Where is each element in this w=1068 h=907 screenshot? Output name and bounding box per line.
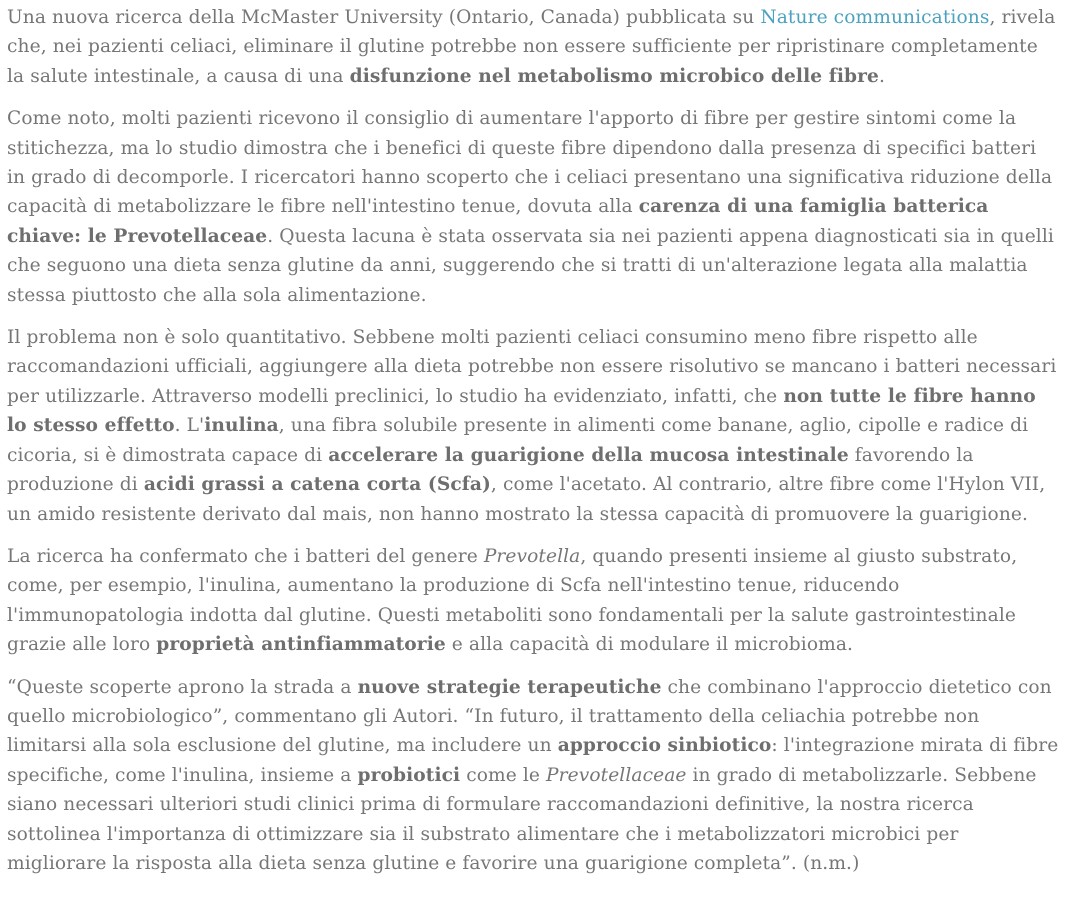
- text-run: favorendo la produzione di: [7, 444, 974, 496]
- text-run: , quando presenti insieme al giusto substrato, come, per esempio, l'inulina, aumentano la produzione di Scfa nell'intestino tenue, riducendo l'immunopatologia indotta dal glutine. Questi metaboliti sono fondamentali per la salute gastrointestinale grazie alle loro: [7, 545, 1018, 656]
- paragraph: [7, 542, 1060, 660]
- text-run: e alla capacità di modulare il microbioma.: [445, 634, 854, 656]
- bold-text: inulina: [204, 415, 279, 437]
- text-run: che combinano l'approccio dietetico con quello microbiologico”, commentano gli Autori. “In futuro, il trattamento della celiachia potrebbe non limitarsi alla sola esclusione del glutine, ma includere un: [7, 676, 1052, 757]
- text-run: Come noto, molti pazienti ricevono il consiglio di aumentare l'apporto di fibre per gestire sintomi come la stitichezza, ma lo studio dimostra che i benefici di queste fibre dipendono dalla presenza di specifici batteri in grado di decomporle. I ricercatori hanno scoperto che i celiaci presentano una significativa riduzione della capacità di metabolizzare le fibre nell'intestino tenue, dovuta alla: [7, 108, 1053, 218]
- italic-text: Prevotella: [483, 545, 581, 567]
- bold-text: acidi grassi a catena corta (Scfa): [143, 474, 491, 496]
- text-run: . Questa lacuna è stata osservata sia nei pazienti appena diagnosticati sia in quelli che seguono una dieta senza glutine da anni, suggerendo che si tratti di un'alterazione legata alla malattia stessa piuttosto che alla sola alimentazione.: [7, 225, 1054, 306]
- paragraph: [7, 3, 1060, 91]
- bold-text: non tutte le fibre hanno lo stesso effetto: [7, 385, 1036, 437]
- text-run: La ricerca ha confermato che i batteri del genere: [7, 545, 484, 567]
- text-run: come le: [460, 764, 547, 786]
- bold-text: approccio sinbiotico: [557, 735, 772, 757]
- text-run: , una fibra solubile presente in alimenti come banane, aglio, cipolle e radice di cicoria, si è dimostrata capace di: [7, 415, 1029, 466]
- text-run: Il problema non è solo quantitativo. Sebbene molti pazienti celiaci consumino meno fibre rispetto alle raccomandazioni ufficiali, aggiungere alla dieta potrebbe non essere risolutivo se mancano i batteri necessari per utilizzarle. Attraverso modelli preclinici, lo studio ha evidenziato, infatti, che: [7, 327, 1057, 407]
- text-run: “Queste scoperte aprono la strada a: [7, 676, 358, 698]
- bold-text: nuove strategie terapeutiche: [357, 676, 662, 698]
- text-run: : l'integrazione mirata di fibre specifiche, come l'inulina, insieme a: [7, 735, 1059, 786]
- paragraph: [7, 673, 1060, 879]
- bold-text: probiotici: [357, 764, 461, 786]
- paragraph: [7, 323, 1060, 529]
- text-run: .: [878, 65, 885, 87]
- nature-communications-link[interactable]: Nature communications: [760, 7, 990, 28]
- text-run: , rivela che, nei pazienti celiaci, eliminare il glutine potrebbe non essere sufficiente per ripristinare completamente la salute intestinale, a causa di una: [7, 7, 1056, 87]
- bold-text: carenza di una famiglia batterica chiave: le Prevotellaceae: [7, 196, 989, 247]
- bold-text: disfunzione nel metabolismo microbico delle fibre: [349, 65, 879, 87]
- text-run: . L': [174, 415, 205, 437]
- text-run: Una nuova ricerca della McMaster University (Ontario, Canada) pubblicata su: [7, 7, 761, 28]
- text-run: , come l'acetato. Al contrario, altre fibre come l'Hylon VII, un amido resistente derivato dal mais, non hanno mostrato la stessa capacità di promuovere la guarigione.: [7, 474, 1046, 525]
- text-run: in grado di metabolizzarle. Sebbene siano necessari ulteriori studi clinici prima di formulare raccomandazioni definitive, la nostra ricerca sottolinea l'importanza di ottimizzare sia il substrato alimentare che i metabolizzatori microbici per migliorare la risposta alla dieta senza glutine e favorire una guarigione completa”. (n.m.): [7, 764, 1037, 874]
- italic-text: Prevotellaceae: [546, 764, 687, 786]
- paragraph: [7, 104, 1060, 310]
- bold-text: proprietà antinfiammatorie: [156, 634, 446, 656]
- bold-text: accelerare la guarigione della mucosa intestinale: [328, 444, 849, 466]
